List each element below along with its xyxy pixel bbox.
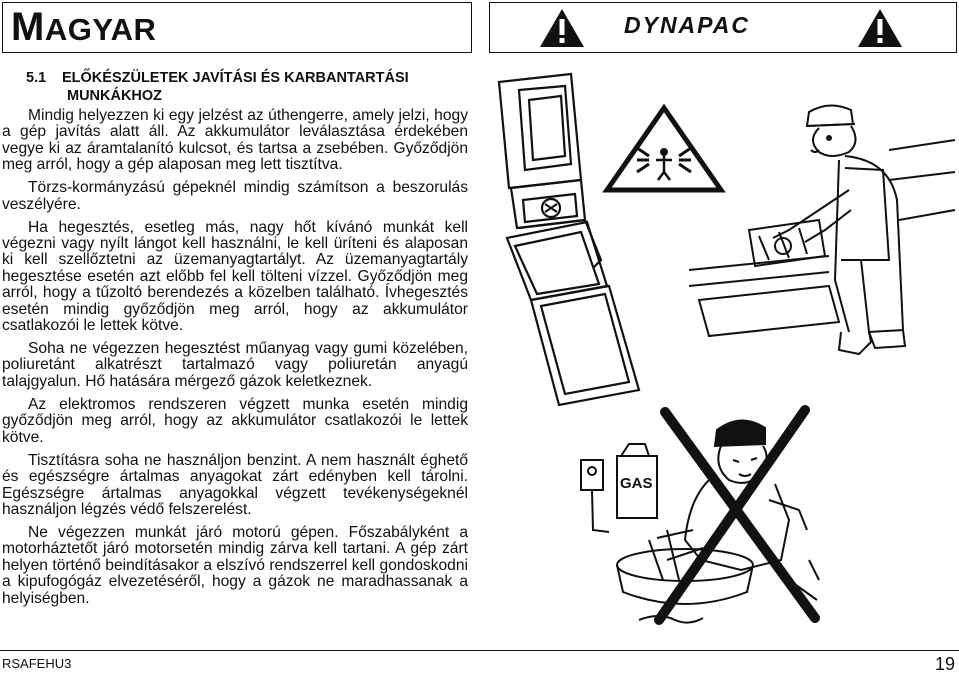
footer-rule bbox=[0, 650, 959, 651]
warning-icon-right bbox=[856, 7, 904, 49]
document-code: RSAFEHU3 bbox=[2, 656, 72, 671]
paragraph: Soha ne végezzen hegesztést műanyag vagy gumi közelében, poliuretánt alkatrészt tartalmazó vagy poliuretán anyagú talajgyalun. Hő hatására mérgező gázok keletkeznek. bbox=[2, 340, 468, 390]
paragraph: Törzs-kormányzású gépeknél mindig számítson a beszorulás veszélyére. bbox=[2, 179, 468, 213]
paragraph: Ha hegesztés, esetleg más, nagy hőt kívánó munkát kell végezni vagy nyílt lángot kell használni, le kell üríteni és alaposan ki kell szellőztetni az üzemanyagtartályt. Az üzemanyagtartály hegesztése esetén azt előbb fel kell tölteni vízzel. Győződjön meg arról, hogy a tűzoltó berendezés a közelben található. Ívhegesztés esetén mindig győződjön meg arról, hogy az akkumulátor csatlakozói le lettek kötve. bbox=[2, 218, 468, 335]
paragraph: Az elektromos rendszeren végzett munka esetén mindig győződjön meg arról, hogy az akkumulátor csatlakozói le lettek kötve. bbox=[2, 395, 468, 446]
language-title-rest: AGYAR bbox=[44, 12, 157, 47]
paragraph: Ne végezzen munkát járó motorú gépen. Főszabályként a motorháztetőt járó motorsetén mindig zárva kell tartani. A gép zárt helyen történő beindításakor a elszívó rendszerrel kell gondoskodni a kipufogógáz elvezetéséről, hogy a gázok ne maradhassanak a helyiségben. bbox=[2, 523, 468, 607]
warning-icon-left bbox=[538, 7, 586, 49]
gas-can-label: GAS bbox=[620, 475, 653, 492]
engine-parts-drawing bbox=[689, 220, 839, 336]
gas-can-drawing bbox=[581, 444, 657, 532]
crush-hazard-sign bbox=[607, 108, 721, 190]
section-heading bbox=[26, 69, 409, 105]
safety-illustration bbox=[489, 60, 957, 650]
language-title-initial: M bbox=[11, 5, 45, 49]
language-title bbox=[11, 5, 156, 50]
articulated-machine-drawing bbox=[499, 74, 639, 405]
brand-header-box bbox=[489, 2, 957, 53]
brand-logo: DYNAPAC bbox=[624, 12, 751, 38]
language-header-box bbox=[2, 2, 472, 53]
section-number: 5.1 bbox=[26, 70, 47, 86]
page-number: 19 bbox=[934, 654, 955, 674]
paragraph: Tisztításra soha ne használjon benzint. A nem használt éghető és egészségre ártalmas anyagokat zárt edényben kell tárolni. Egészségre ártalmas anyagokkal végzett tevékenységeknél használjon légzés védő felszerelést. bbox=[2, 451, 468, 518]
body-text bbox=[2, 108, 468, 614]
paragraph: Mindig helyezzen ki egy jelzést az úthengerre, amely jelzi, hogy a gép javítás alatt áll. Az akkumulátor leválasztása érdekében vegye ki az áramtalanító kulcsot, és tartsa a zsebében. Győződjön meg arról, hogy a gép alaposan meg lett tisztítva. bbox=[2, 107, 468, 174]
section-title-line1: ELŐKÉSZÜLETEK JAVÍTÁSI ÉS KARBANTARTÁSI bbox=[62, 70, 409, 86]
section-title-line2: MUNKÁKHOZ bbox=[67, 88, 163, 104]
